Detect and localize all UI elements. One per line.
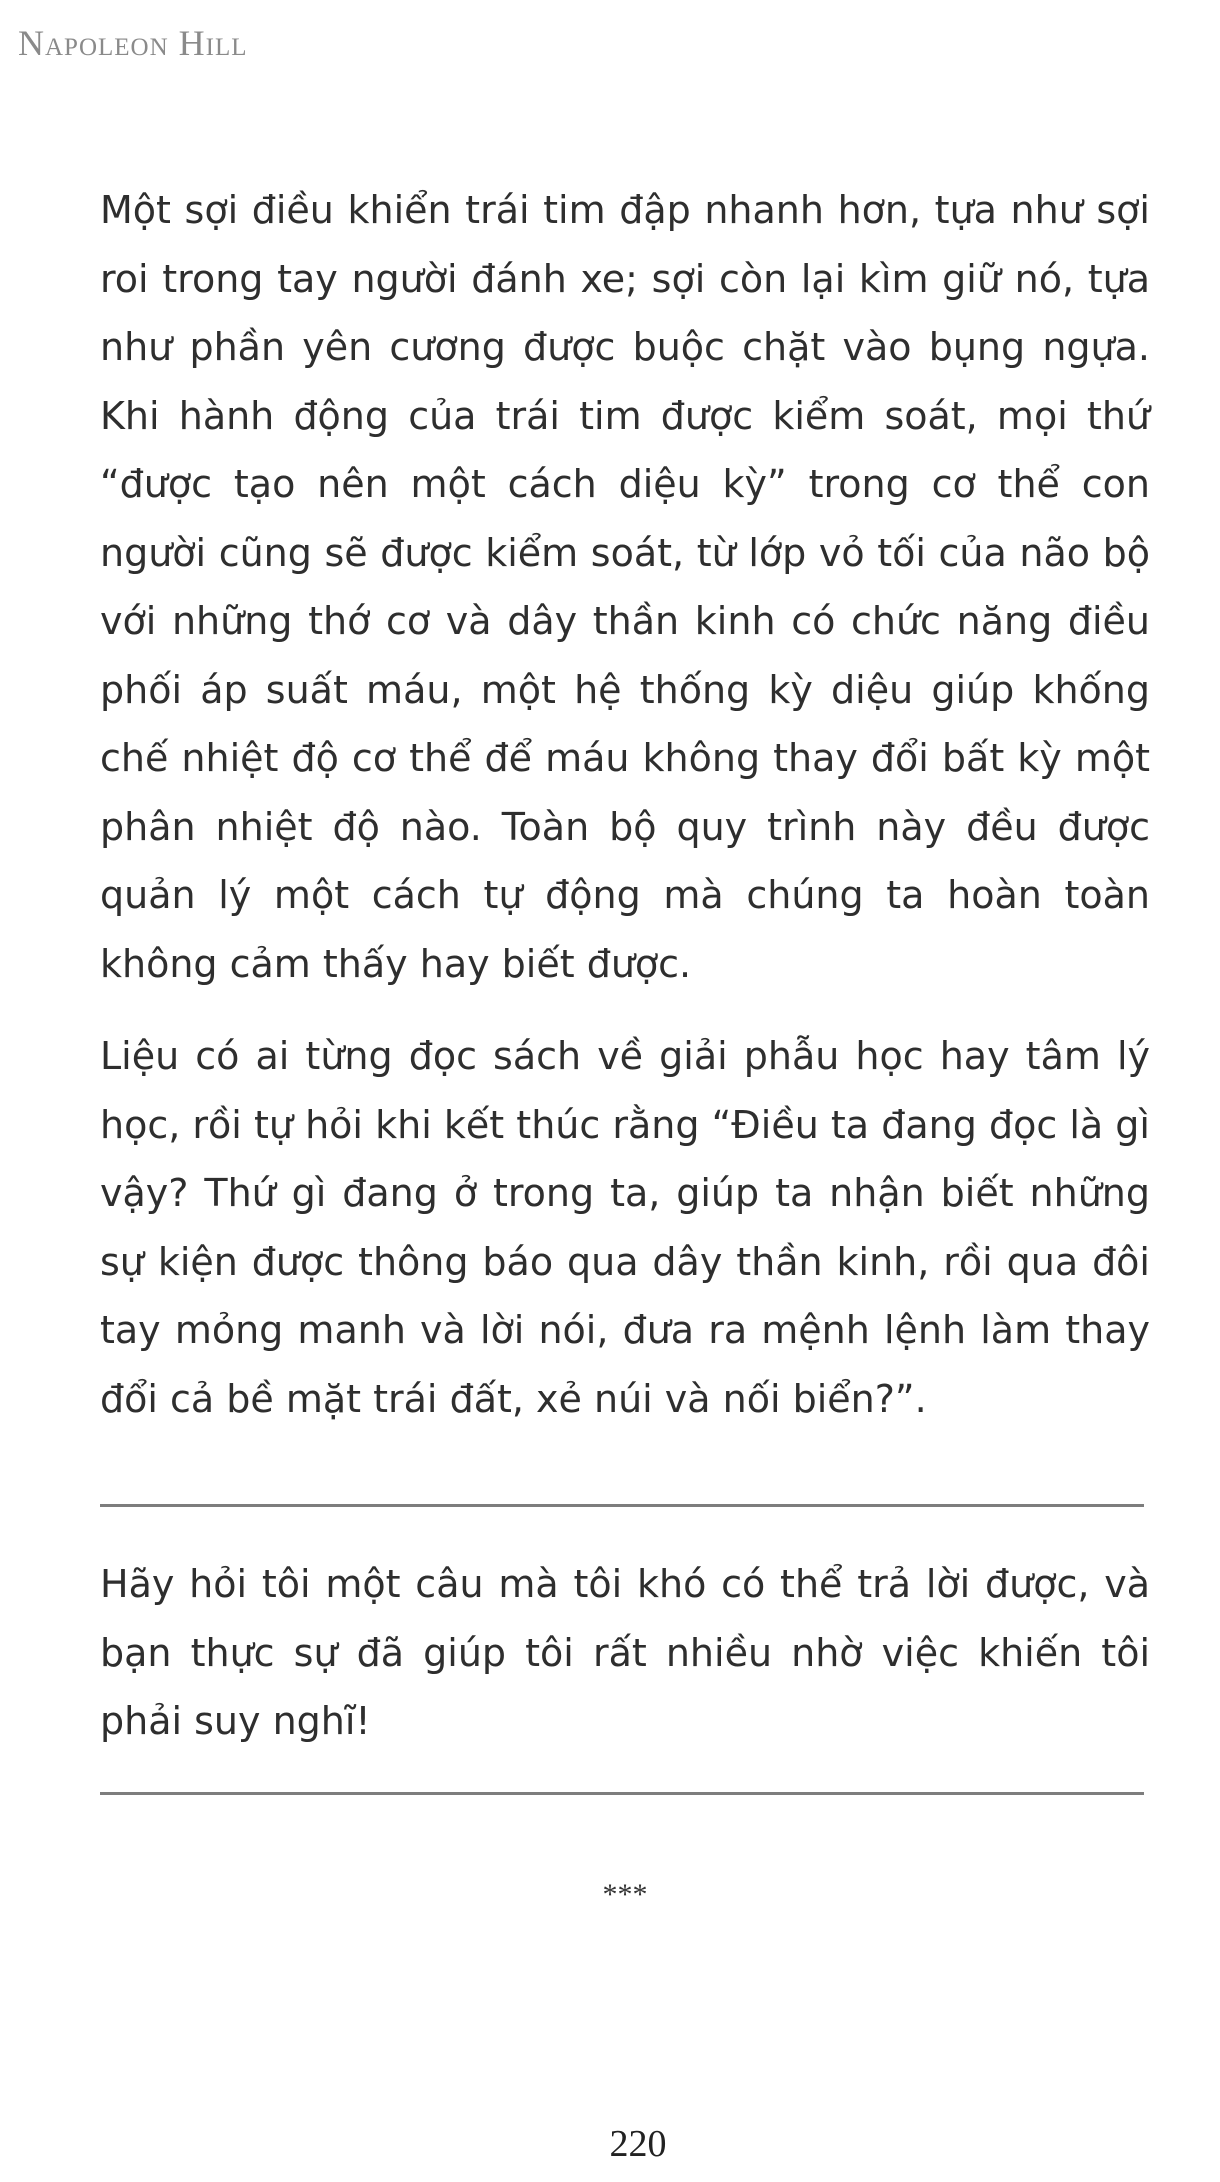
page-number: 220 <box>609 2123 667 2165</box>
running-header-title: Napoleon Hill <box>18 23 248 63</box>
section-separator: *** <box>602 1878 648 1911</box>
body-paragraph-1: Một sợi điều khiển trái tim đập nhanh hơn, tựa như sợi roi trong tay người đánh xe; sợi còn lại kìm giữ nó, tựa như phần yên cương được buộc chặt vào bụng ngựa. Khi hành động của trái tim được kiểm soát, mọi thứ “được tạo nên một cách diệu kỳ” trong cơ thể con người cũng sẽ được kiểm soát, từ lớp vỏ tối của não bộ với những thớ cơ và dây thần kinh có chức năng điều phối áp suất máu, một hệ thống kỳ diệu giúp khống chế nhiệt độ cơ thể để máu không thay đổi bất kỳ một phân nhiệt độ nào. Toàn bộ quy trình này đều được quản lý một cách tự động mà chúng ta hoàn toàn không cảm thấy hay biết được. <box>100 188 1150 986</box>
callout-bottom-rule <box>100 1792 1144 1795</box>
callout-top-rule <box>100 1504 1144 1507</box>
body-paragraph-2: Liệu có ai từng đọc sách về giải phẫu học hay tâm lý học, rồi tự hỏi khi kết thúc rằng “Điều ta đang đọc là gì vậy? Thứ gì đang ở trong ta, giúp ta nhận biết những sự kiện được thông báo qua dây thần kinh, rồi qua đôi tay mỏng manh và lời nói, đưa ra mệnh lệnh làm thay đổi cả bề mặt trái đất, xẻ núi và nối biển?”. <box>100 1034 1150 1421</box>
callout-quote: Hãy hỏi tôi một câu mà tôi khó có thể trả lời được, và bạn thực sự đã giúp tôi rất nhiều nhờ việc khiến tôi phải suy nghĩ! <box>100 1562 1150 1743</box>
